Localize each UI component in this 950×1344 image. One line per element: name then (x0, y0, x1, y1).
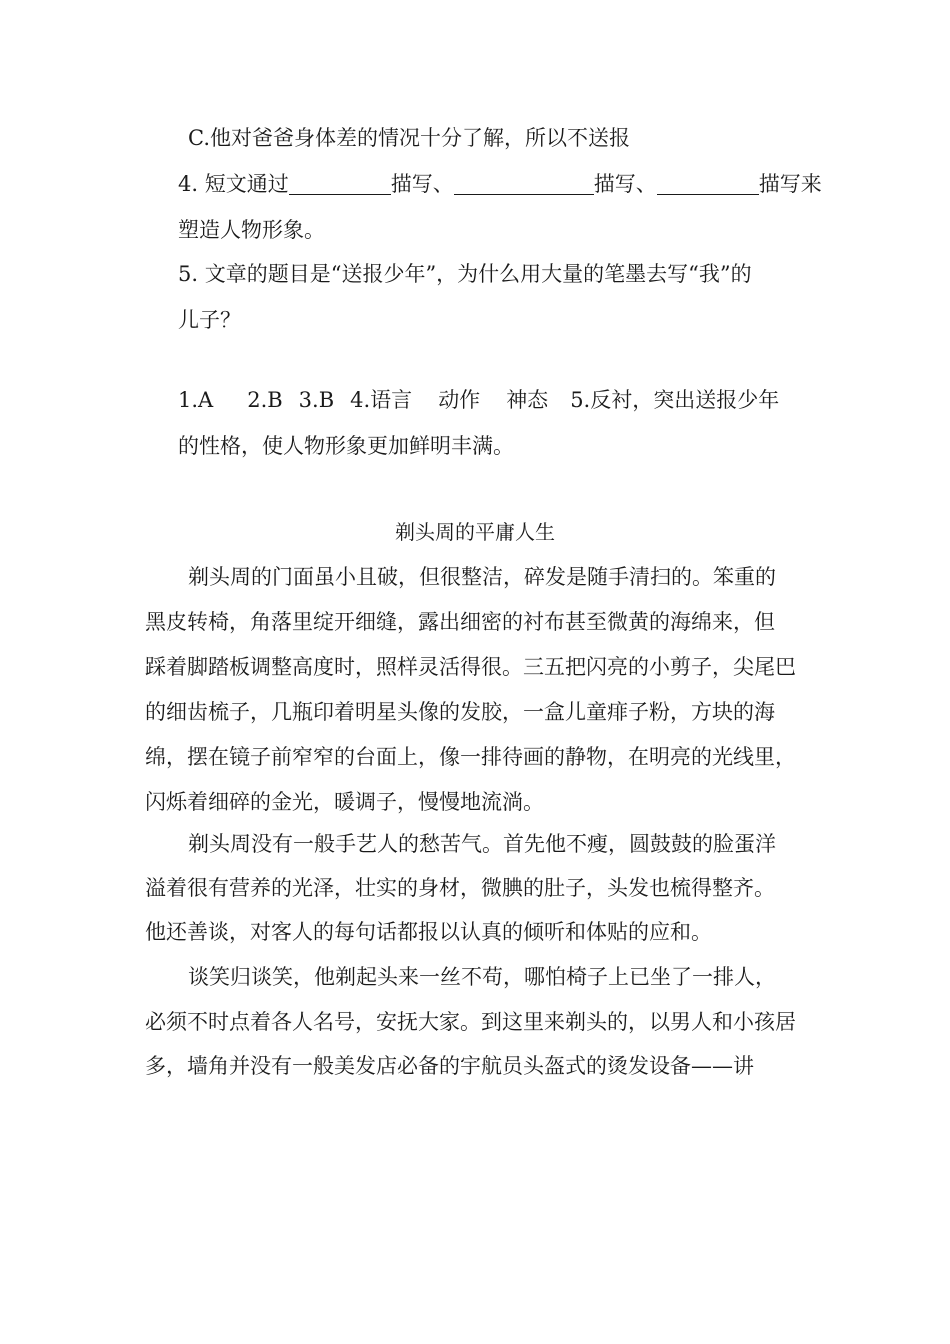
answer-4-expression: 神态 (506, 388, 549, 412)
answer-blank-2[interactable] (454, 174, 594, 195)
question-4-word-3: 描写来 (758, 172, 822, 196)
article-p1-line: 闪烁着细碎的金光，暖调子，慢慢地流淌。 (145, 790, 544, 814)
question-4-line-2: 塑造人物形象。 (178, 218, 325, 242)
answer-4-action: 动作 (438, 388, 481, 412)
question-3-option-c: C.他对爸爸身体差的情况十分了解，所以不送报 (188, 126, 630, 150)
question-4-prefix: 4. 短文通过 (178, 172, 289, 196)
article-p1-line: 绵，摆在镜子前窄窄的台面上，像一排待画的静物，在明亮的光线里， (145, 745, 796, 769)
question-4-word-2: 描写、 (593, 172, 657, 196)
question-4-line-1 (178, 174, 822, 195)
article-p1-line: 的细齿梳子，几瓶印着明星头像的发胶，一盒儿童痱子粉，方块的海 (145, 700, 775, 724)
answer-blank-1[interactable] (289, 174, 391, 195)
question-4-word-1: 描写、 (390, 172, 454, 196)
article-p3-line: 多，墙角并没有一般美发店必备的宇航员头盔式的烫发设备——讲 (145, 1054, 754, 1078)
answer-key-line-2: 的性格，使人物形象更加鲜明丰满。 (178, 434, 514, 458)
article-p3-line: 必须不时点着各人名号，安抚大家。到这里来剃头的，以男人和小孩居 (145, 1010, 796, 1034)
answer-1: 1.A (178, 388, 214, 412)
answer-3: 3.B (298, 388, 335, 412)
article-p1-line: 踩着脚踏板调整高度时，照样灵活得很。三五把闪亮的小剪子，尖尾巴 (145, 655, 796, 679)
article-p1-line: 黑皮转椅，角落里绽开细缝，露出细密的衬布甚至微黄的海绵来，但 (145, 610, 775, 634)
question-5-line-1: 5. 文章的题目是“送报少年”，为什么用大量的笔墨去写“我”的 (178, 262, 752, 286)
article-p2-line: 剃头周没有一般手艺人的愁苦气。首先他不瘦，圆鼓鼓的脸蛋洋 (188, 832, 776, 856)
article-p2-line: 他还善谈，对客人的每句话都报以认真的倾听和体贴的应和。 (145, 920, 712, 944)
answer-key-line-1 (178, 390, 779, 411)
answer-blank-3[interactable] (657, 174, 759, 195)
article-p1-line: 剃头周的门面虽小且破，但很整洁，碎发是随手清扫的。笨重的 (188, 565, 776, 589)
answer-5: 5.反衬，突出送报少年 (570, 388, 780, 412)
article-title: 剃头周的平庸人生 (395, 520, 555, 544)
article-p3-line: 谈笑归谈笑，他剃起头来一丝不苟，哪怕椅子上已坐了一排人， (188, 965, 776, 989)
article-p2-line: 溢着很有营养的光泽，壮实的身材，微腆的肚子，头发也梳得整齐。 (145, 876, 775, 900)
answer-2: 2.B (247, 388, 283, 412)
answer-4-language: 4.语言 (350, 388, 413, 412)
question-5-line-2: 儿子？ (178, 308, 241, 332)
